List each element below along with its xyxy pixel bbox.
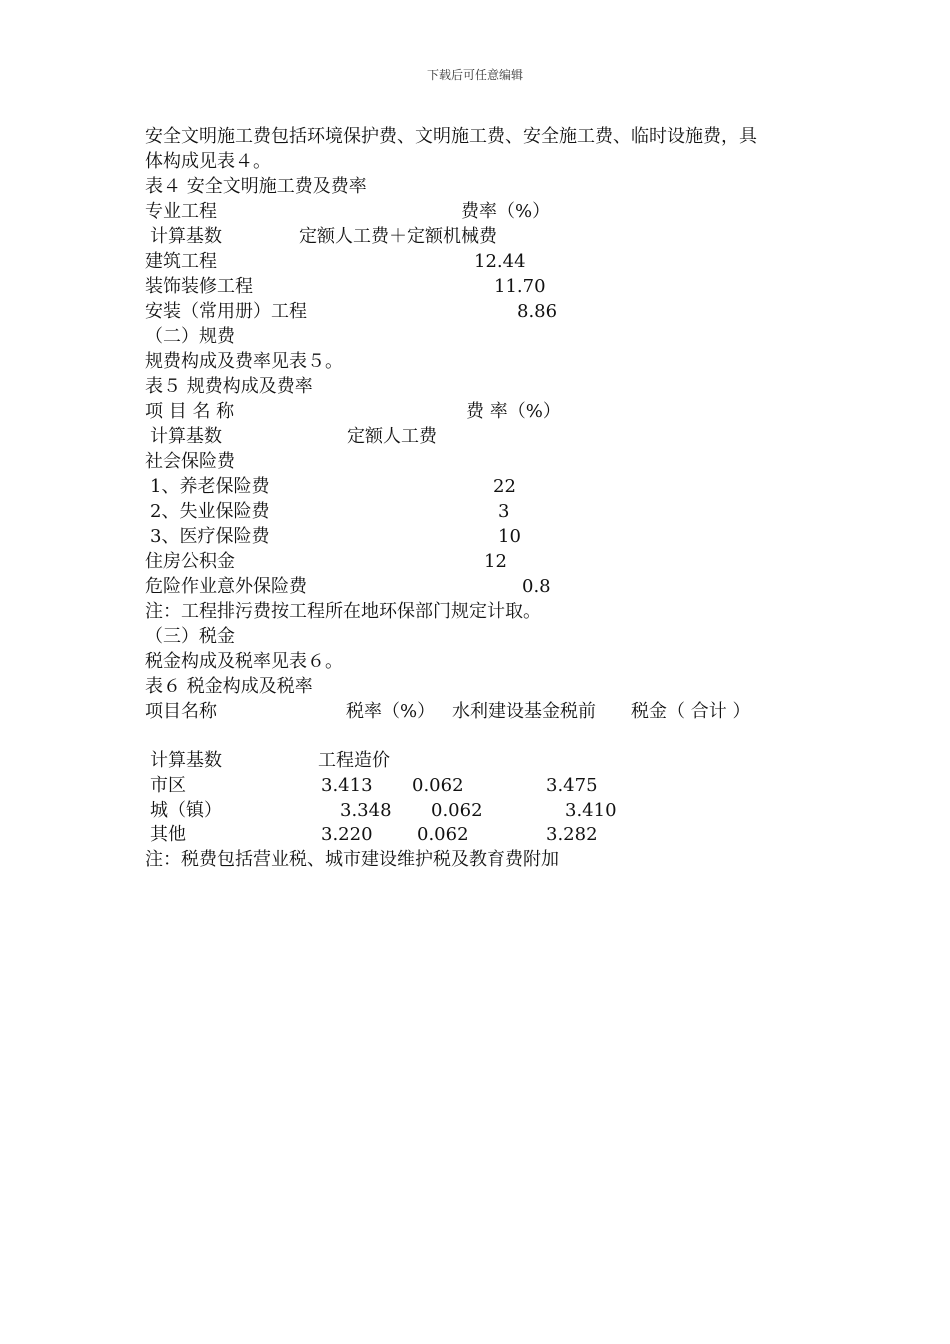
table4-base-label: 计算基数: [150, 226, 222, 247]
table5-note: 注：工程排污费按工程所在地环保部门规定计取。: [145, 601, 541, 622]
table5-row-rate: 22: [493, 476, 516, 497]
table5-intro: 规费构成及费率见表５。: [145, 351, 343, 372]
table6-header-fund: 水利建设基金税前: [452, 701, 596, 722]
table4-row-name: 建筑工程: [145, 251, 217, 272]
table5-group-label: 社会保险费: [145, 451, 235, 472]
table5-row-rate: 3: [498, 501, 510, 522]
table5-row-name: 1、养老保险费: [150, 476, 270, 497]
table5-header-rate: 费 率（%）: [466, 401, 561, 422]
intro-line-2: 体构成见表４。: [145, 151, 271, 172]
table5-base-label: 计算基数: [150, 426, 222, 447]
table6-row-name: 市区: [150, 775, 186, 796]
table5-row-name: 住房公积金: [145, 551, 235, 572]
table4-title: 表４ 安全文明施工费及费率: [145, 176, 367, 197]
table4-row-rate: 12.44: [474, 251, 526, 272]
table5-base-value: 定额人工费: [347, 426, 437, 447]
table6-row-total: 3.410: [565, 800, 617, 821]
table6-title: 表６ 税金构成及税率: [145, 676, 313, 697]
table6-row-fund: 0.062: [412, 775, 464, 796]
table6-row-total: 3.282: [546, 824, 598, 845]
table4-row-name: 安装（常用册）工程: [145, 301, 307, 322]
table6-row-total: 3.475: [546, 775, 598, 796]
table5-row-name: 危险作业意外保险费: [145, 576, 307, 597]
table5-row-rate: 10: [498, 526, 521, 547]
intro-line-1: 安全文明施工费包括环境保护费、文明施工费、安全施工费、临时设施费，具: [145, 126, 757, 147]
table5-row-name: 3、医疗保险费: [150, 526, 270, 547]
table6-row-rate: 3.348: [340, 800, 392, 821]
page-header: 下载后可任意编辑: [426, 68, 523, 82]
table6-note: 注：税费包括营业税、城市建设维护税及教育费附加: [145, 849, 559, 870]
table6-header-rate: 税率（%）: [346, 701, 436, 722]
table6-row-fund: 0.062: [417, 824, 469, 845]
table4-base-value: 定额人工费＋定额机械费: [299, 226, 497, 247]
table6-header-project: 项目名称: [145, 701, 217, 722]
table5-row-rate: 12: [484, 551, 507, 572]
table5-row-rate: 0.8: [522, 576, 551, 597]
table5-header-project: 项 目 名 称: [145, 401, 235, 422]
table6-row-rate: 3.220: [321, 824, 373, 845]
table6-row-name: 其他: [150, 824, 186, 845]
table6-row-fund: 0.062: [431, 800, 483, 821]
table4-row-name: 装饰装修工程: [145, 276, 253, 297]
table4-row-rate: 8.86: [517, 301, 558, 322]
table6-row-name: 城（镇）: [150, 800, 222, 821]
table6-header-total: 税金（ 合计 ）: [631, 701, 751, 722]
table6-base-label: 计算基数: [150, 750, 222, 771]
section-fees-heading: （二）规费: [145, 326, 235, 347]
table4-row-rate: 11.70: [494, 276, 546, 297]
table6-row-rate: 3.413: [321, 775, 373, 796]
table5-title: 表５ 规费构成及费率: [145, 376, 313, 397]
section-tax-heading: （三）税金: [145, 626, 235, 647]
table6-base-value: 工程造价: [318, 750, 390, 771]
table4-header-project: 专业工程: [145, 201, 217, 222]
table4-header-rate: 费率（%）: [461, 201, 551, 222]
table5-row-name: 2、失业保险费: [150, 501, 270, 522]
table6-intro: 税金构成及税率见表６。: [145, 651, 343, 672]
